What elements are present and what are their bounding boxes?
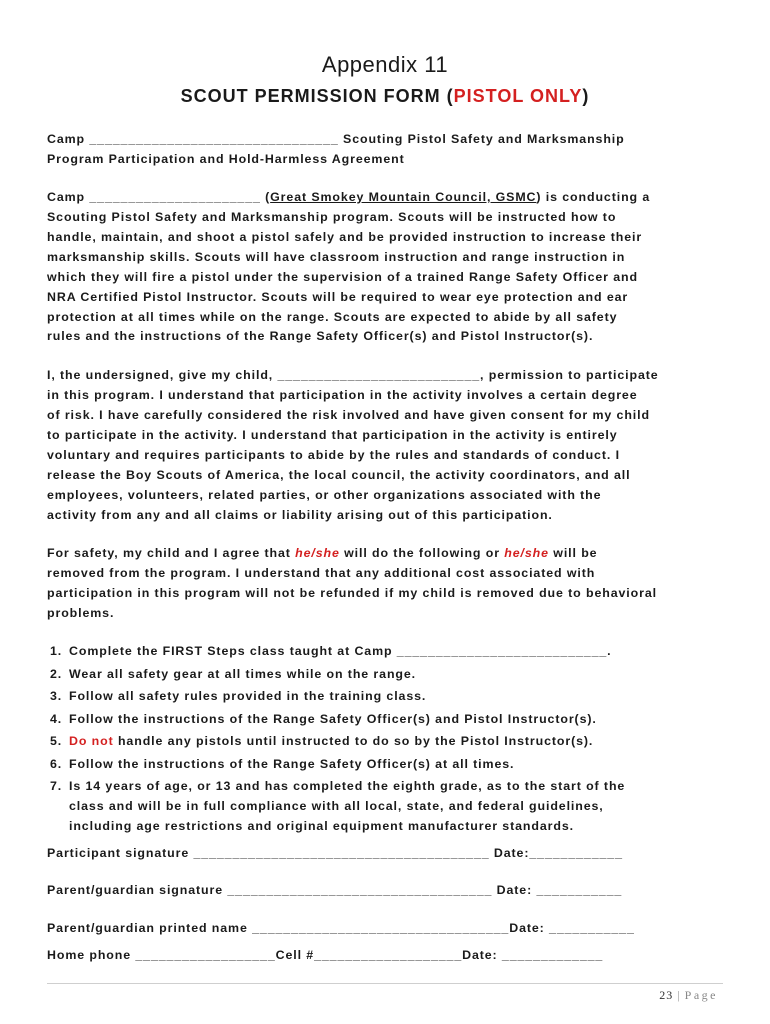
rule-number: 5.	[50, 734, 63, 748]
para1-line: Scouting Pistol Safety and Marksmanship program. Scouts will be instructed how to	[47, 210, 617, 224]
para1-line: marksmanship skills. Scouts will have classroom instruction and range instruction in	[47, 250, 626, 264]
para2-line: employees, volunteers, related parties, or other organizations associated with the	[47, 488, 602, 502]
rule-item	[47, 776, 737, 836]
para3-text-a: For safety, my child and I agree that	[47, 546, 296, 560]
rule-text: Is 14 years of age, or 13 and has completed the eighth grade, as to the start of the	[69, 779, 626, 793]
intro-line-2: Program Participation and Hold-Harmless Agreement	[47, 152, 405, 166]
para3-line: problems.	[47, 606, 115, 620]
rule-text: Wear all safety gear at all times while on the range.	[69, 666, 417, 681]
rule-number: 3.	[50, 689, 63, 703]
rule-text: class and will be in full compliance with all local, state, and federal guidelines,	[69, 799, 604, 813]
he-she-highlight: he/she	[295, 546, 340, 560]
rule-item	[47, 709, 737, 729]
para1-line: which they will fire a pistol under the supervision of a trained Range Safety Officer and	[47, 270, 638, 284]
rule-text: including age restrictions and original equipment manufacturer standards.	[69, 819, 574, 833]
rule-number: 7.	[50, 779, 63, 793]
para3-line: participation in this program will not be refunded if my child is removed due to behavioral	[47, 586, 657, 600]
para3-text-b: will do the following or	[339, 546, 505, 560]
para2-line: in this program. I understand that participation in the activity involves a certain degree	[47, 388, 638, 402]
parent-signature-line: Parent/guardian signature __________________________________ Date: ___________	[47, 883, 623, 897]
rule-text: Complete the FIRST Steps class taught at Camp ___________________________.	[69, 644, 612, 658]
form-subtitle	[0, 86, 770, 107]
para2-line: release the Boy Scouts of America, the local council, the activity coordinators, and all	[47, 468, 631, 482]
page-footer	[659, 988, 718, 1003]
rules-list	[47, 641, 737, 839]
para1-line: protection at all times while on the range. Scouts are expected to abide by all safety	[47, 310, 618, 324]
page-number: 23	[659, 988, 674, 1002]
rule-item	[47, 686, 737, 706]
para2-line: voluntary and requires participants to abide by the rules and standards of conduct. I	[47, 448, 620, 462]
participant-signature-line: Participant signature ______________________________________ Date:____________	[47, 846, 623, 860]
para2-line: activity from any and all claims or liability arising out of this participation.	[47, 508, 553, 522]
para1-line: rules and the instructions of the Range Safety Officer(s) and Pistol Instructor(s).	[47, 329, 594, 343]
footer-divider	[47, 983, 723, 984]
council-name: Great Smokey Mountain Council, GSMC	[270, 190, 537, 204]
parent-printed-name-line: Parent/guardian printed name _________________________________Date: ___________	[47, 921, 635, 935]
rule-item	[47, 641, 737, 661]
para1-line: handle, maintain, and shoot a pistol safely and be provided instruction to increase their	[47, 230, 643, 244]
rule-item	[47, 754, 737, 774]
page-title: Appendix 11	[321, 52, 449, 77]
para2-line: I, the undersigned, give my child, __________________________, permission to participate	[47, 368, 659, 382]
rule-item	[47, 731, 737, 751]
rule-text: handle any pistols until instructed to do so by the Pistol Instructor(s).	[113, 734, 594, 748]
he-she-highlight: he/she	[504, 546, 549, 560]
footer-separator: |	[677, 988, 681, 1002]
rule-text: Follow the instructions of the Range Safety Officer(s) at all times.	[69, 756, 515, 771]
rule-text: Follow the instructions of the Range Safety Officer(s) and Pistol Instructor(s).	[69, 711, 597, 726]
para3-line-1	[47, 543, 727, 563]
rule-number: 4.	[50, 711, 63, 726]
phone-line: Home phone __________________Cell #___________________Date: _____________	[47, 948, 604, 962]
intro-line-1: Camp ________________________________ Scouting Pistol Safety and Marksmanship	[47, 132, 625, 146]
para1-line-1	[47, 187, 727, 207]
para3-line: removed from the program. I understand that any additional cost associated with	[47, 566, 596, 580]
rule-number: 6.	[50, 756, 63, 771]
subtitle-prefix: SCOUT PERMISSION FORM (	[180, 86, 454, 106]
subtitle-suffix: )	[582, 86, 590, 106]
para2-line: to participate in the activity. I understand that participation in the activity is entirely	[47, 428, 618, 442]
subtitle-highlight: PISTOL ONLY	[453, 86, 583, 106]
rule-number: 1.	[50, 644, 63, 658]
do-not-highlight: Do not	[69, 734, 114, 748]
para1-line: NRA Certified Pistol Instructor. Scouts will be required to wear eye protection and ear	[47, 290, 629, 304]
rule-number: 2.	[50, 666, 63, 681]
para3-text-c: will be	[548, 546, 598, 560]
rule-item	[47, 664, 737, 684]
para1-line1-end: ) is conducting a	[536, 190, 651, 204]
para2-line: of risk. I have carefully considered the risk involved and have given consent for my child	[47, 408, 650, 422]
page-word: Page	[684, 988, 718, 1002]
para1-camp-blank: Camp ______________________ (	[47, 190, 271, 204]
rule-text: Follow all safety rules provided in the training class.	[69, 689, 427, 703]
